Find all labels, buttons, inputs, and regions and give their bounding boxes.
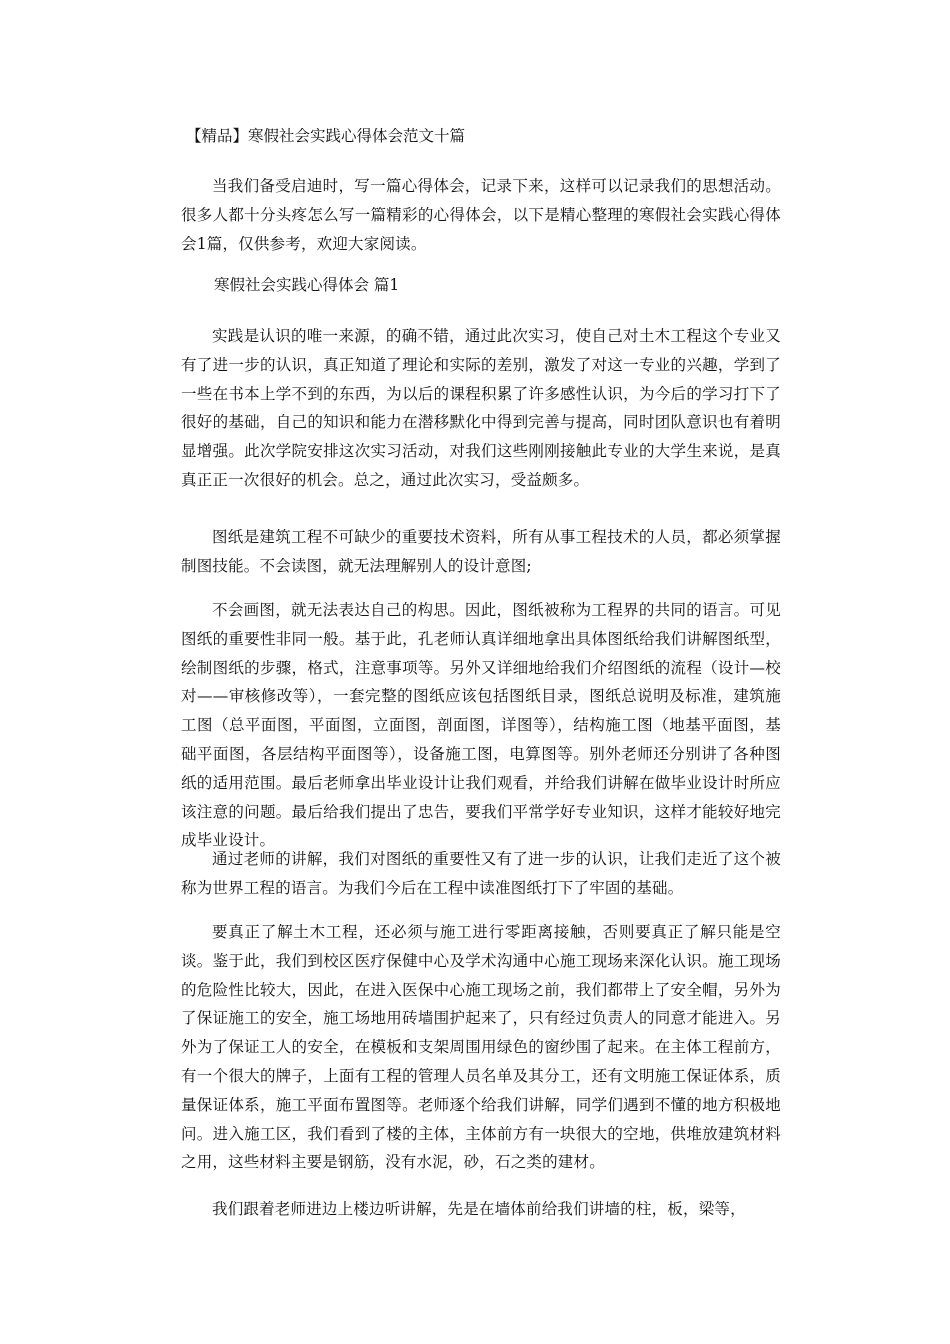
body-paragraph: 我们跟着老师进边上楼边听讲解，先是在墙体前给我们讲墙的柱，板，梁等，: [212, 1200, 746, 1218]
body-paragraph: 图纸是建筑工程不可缺少的重要技术资料，所有从事工程技术的人员，都必须掌握制图技能。不会读图，就无法理解别人的设计意图;: [181, 528, 781, 575]
body-paragraph: 不会画图，就无法表达自己的构思。因此，图纸被称为工程界的共同的语言。可见图纸的重要性非同一般。基于此，孔老师认真详细地拿出具体图纸给我们讲解图纸型，绘制图纸的步骤，格式，注意事项等。另外又详细地给我们介绍图纸的流程（设计—校对——审核修改等），一套完整的图纸应该包括图纸目录，图纸总说明及标准，建筑施工图（总平面图，平面图，立面图，剖面图，详图等），结构施工图（地基平面图，基础平面图，各层结构平面图等），设备施工图，电算图等。别外老师还分别讲了各种图纸的适用范围。最后老师拿出毕业设计让我们观看，并给我们讲解在做毕业设计时所应该注意的问题。最后给我们提出了忠告，要我们平常学好专业知识，这样才能较好地完成毕业设计。: [181, 601, 781, 850]
body-paragraph: 通过老师的讲解，我们对图纸的重要性又有了进一步的认识，让我们走近了这个被称为世界工程的语言。为我们今后在工程中读准图纸打下了牢固的基础。: [181, 850, 781, 897]
body-paragraph: 要真正了解土木工程，还必须与施工进行零距离接触，否则要真正了解只能是空谈。鉴于此，我们到校区医疗保健中心及学术沟通中心施工现场来深化认识。施工现场的危险性比较大，因此，在进入医保中心施工现场之前，我们都带上了安全帽，另外为了保证施工的安全，施工场地用砖墙围护起来了，只有经过负责人的同意才能进入。另外为了保证工人的安全，在模板和支架周围用绿色的窗纱围了起来。在主体工程前方，有一个很大的牌子，上面有工程的管理人员名单及其分工，还有文明施工保证体系，质量保证体系，施工平面布置图等。老师逐个给我们讲解，同学们遇到不懂的地方积极地问。进入施工区，我们看到了楼的主体，主体前方有一块很大的空地，供堆放建筑材料之用，这些材料主要是钢筋，没有水泥，砂，石之类的建材。: [181, 923, 781, 1172]
document-title: 【精品】寒假社会实践心得体会范文十篇: [186, 127, 466, 145]
body-paragraph: 实践是认识的唯一来源，的确不错，通过此次实习，使自己对土木工程这个专业又有了进一步的认识，真正知道了理论和实际的差别，激发了对这一专业的兴趣，学到了一些在书本上学不到的东西，为以后的课程积累了许多感性认识，为今后的学习打下了很好的基础，自己的知识和能力在潜移默化中得到完善与提高，同时团队意识也有着明显增强。此次学院安排这次实习活动，对我们这些刚刚接触此专业的大学生来说，是真真正正一次很好的机会。总之，通过此次实习，受益颇多。: [181, 327, 781, 489]
section-heading: 寒假社会实践心得体会 篇1: [214, 276, 400, 294]
intro-paragraph: 当我们备受启迪时，写一篇心得体会，记录下来，这样可以记录我们的思想活动。很多人都十分头疼怎么写一篇精彩的心得体会，以下是精心整理的寒假社会实践心得体会1篇，仅供参考，欢迎大家阅读。: [181, 177, 781, 253]
